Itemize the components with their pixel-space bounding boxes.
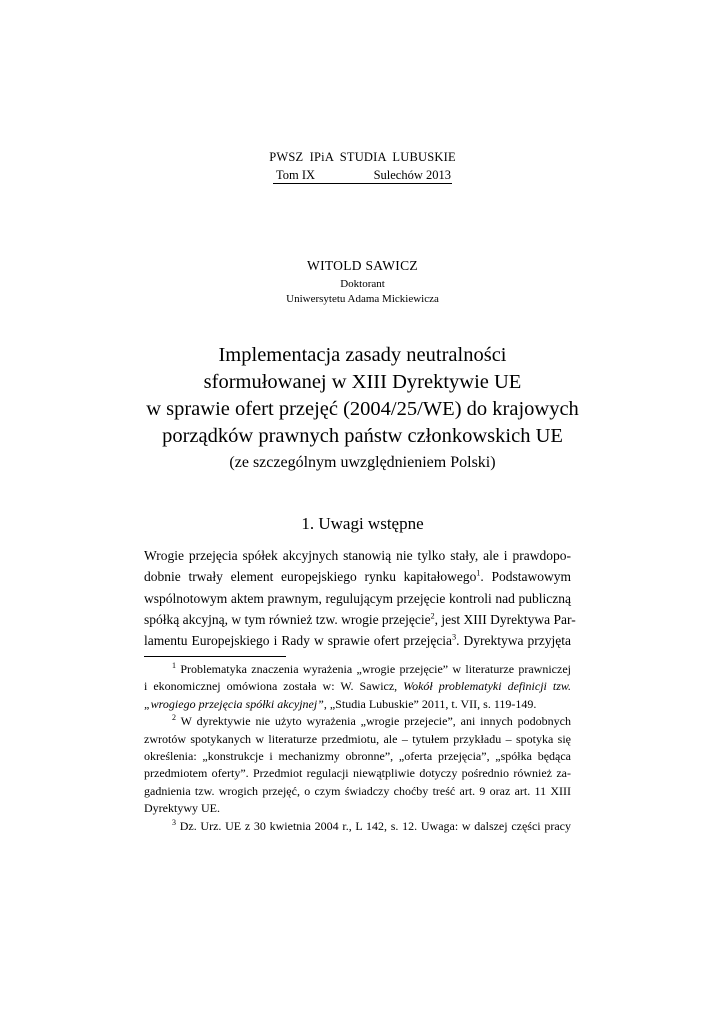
journal-name: PWSZ IPiA STUDIA LUBUSKIE <box>269 150 456 164</box>
title-line: w sprawie ofert przejęć (2004/25/WE) do krajowych <box>146 398 579 420</box>
body-line: Wrogie przejęcia spółek akcyjnych stanowią nie tylko stały, ale i prawdopo- <box>144 548 571 563</box>
author-name: WITOLD SAWICZ <box>307 258 418 273</box>
footnote-2-line: przedmiotem oferty”. Przedmiot regulacji niewątpliwie dotyczy pośrednio również za- <box>144 766 571 781</box>
body-text-segment: , jest XIII Dyrektywa Par- <box>434 611 576 627</box>
footnote-2-line: określenia: „konstrukcje i mechanizmy obronne”, „oferta przejęcia”, „spółka będąca <box>144 749 571 764</box>
article-title <box>0 342 725 473</box>
title-line: Implementacja zasady neutralności <box>218 344 507 366</box>
footnote-text: W dyrektywie nie użyto wyrażenia „wrogie przejecie”, ani innych podobnych <box>176 714 571 729</box>
body-line <box>144 566 571 587</box>
footnote-3-line <box>144 818 571 835</box>
body-text-segment: . Podstawowym <box>480 569 571 585</box>
author-role: Doktorant <box>340 278 385 290</box>
footnote-ref[interactable]: 2 <box>430 611 435 621</box>
footnote-number: 3 <box>172 817 176 827</box>
author-block <box>0 258 725 307</box>
title-line: sformułowanej w XIII Dyrektywie UE <box>203 371 522 393</box>
footnote-text: Dz. Urz. UE z 30 kwietnia 2004 r., L 142, s. 12. Uwaga: w dalszej części pracy <box>176 818 571 833</box>
title-line: porządków prawnych państw członkowskich UE <box>162 425 563 447</box>
body-paragraph <box>144 545 576 651</box>
footnote-1-line <box>144 678 571 695</box>
body-text-segment: spółką akcyjną, w tym również tzw. wrogie przejęcie <box>144 611 431 627</box>
footnote-italic-title: Wokół problematyki definicji tzw. <box>403 679 571 694</box>
footnote-separator <box>144 656 286 657</box>
footnote-ref[interactable]: 3 <box>452 632 457 642</box>
body-text-segment: lamentu Europejskiego i Rady w sprawie ofert przejęcia <box>144 633 453 649</box>
footnote-italic-title: „wrogiego przejęcia spółki akcyjnej” <box>144 696 324 711</box>
body-line <box>144 630 571 651</box>
footnote-2-line: Dyrektywy UE. <box>144 801 220 816</box>
body-line: wspólnotowym aktem prawnym, regulującym przejęcie kontroli nad publiczną <box>144 590 571 606</box>
footnotes <box>144 661 571 835</box>
body-line <box>144 609 576 630</box>
footnote-number: 1 <box>172 661 176 670</box>
footnote-text: i ekonomicznej omówiona została w: W. Sawicz, <box>144 679 404 694</box>
journal-volume-line <box>273 168 452 184</box>
footnote-1-line <box>144 661 571 678</box>
footnote-text: , „Studia Lubuskie” 2011, t. VII, s. 119-149. <box>323 696 537 711</box>
section-heading: 1. Uwagi wstępne <box>301 514 424 533</box>
footnote-2-line <box>144 713 571 730</box>
body-text-segment: dobnie trwały element europejskiego rynku kapitałowego <box>144 569 477 585</box>
footnote-2-line: zwrotów spotykanych w literaturze przedmiotu, ale – tytułem przykładu – spotyka się <box>144 731 571 746</box>
footnote-text: Problematyka znaczenia wyrażenia „wrogie przejęcie” w literaturze prawniczej <box>176 662 571 676</box>
body-text-segment: . Dyrektywa przyjęta <box>456 633 572 649</box>
footnote-ref[interactable]: 1 <box>476 568 481 578</box>
footnote-2-line: gadnienia tzw. wrogich przejęć, o czym świadczy choćby treść art. 9 oraz art. 11 XIII <box>144 783 571 798</box>
place-year: Sulechów 2013 <box>373 168 451 182</box>
author-institution: Uniwersytetu Adama Mickiewicza <box>286 293 439 305</box>
footnote-1-line <box>144 696 571 713</box>
volume-number: Tom IX <box>276 168 316 182</box>
article-subtitle: (ze szczególnym uwzględnieniem Polski) <box>229 454 496 471</box>
footnote-number: 2 <box>172 713 176 723</box>
journal-header <box>0 150 725 184</box>
